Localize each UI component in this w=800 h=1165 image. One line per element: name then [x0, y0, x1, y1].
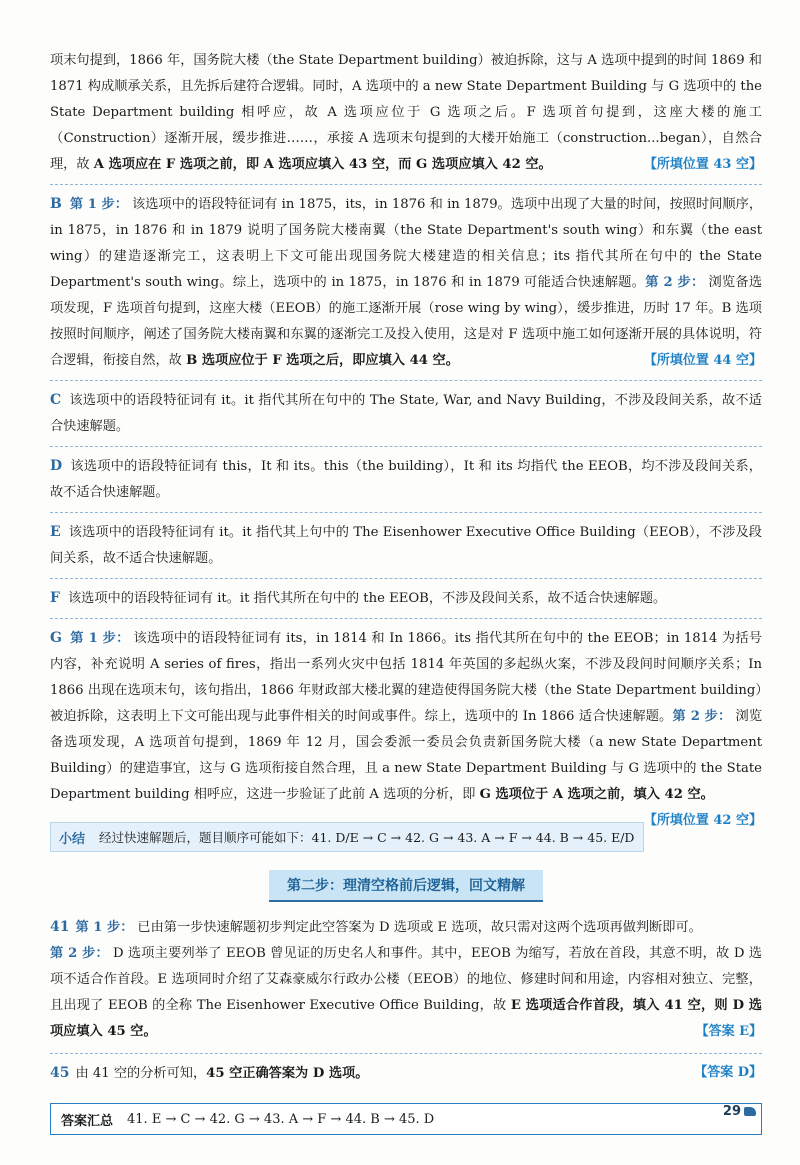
intro-text: 项末句提到，1866 年，国务院大楼（the State Department building）被迫拆除，这与 A 选项中提到的时间 1869 和 1871 构成顺承关系，且先拆后建符合逻辑。同时，A 选项中的 a new State Department Building 与 G 选项中的 the State Department building 相呼应，故 A 选项应位于 G 选项之后。F 选项首句提到，这座大楼的施工（Construction）逐渐开展，缓步推进……，承接 A 选项末句提到的大楼开始施工（construction...began），自然合理，故 [50, 53, 762, 172]
option-b-conclusion: B 选项应位于 F 选项之后，即应填入 44 空。 [186, 353, 459, 368]
question-number-45: 45 [50, 1065, 70, 1081]
position-tag-43: 【所填位置 43 空】 [643, 157, 762, 172]
option-letter-f: F [50, 590, 60, 606]
q41-conclusion: E 选项适合作首段，填入 41 空，则 D 选项应填入 45 空。 [50, 998, 762, 1039]
q45-conclusion: 45 空正确答案为 D 选项。 [206, 1066, 369, 1081]
intro-conclusion: A 选项应在 F 选项之前，即 A 选项应填入 43 空，而 G 选项应填入 42 空。 [93, 157, 552, 172]
q45-text: 由 41 空的分析可知， [75, 1066, 207, 1081]
answer-summary-label: 答案汇总 [61, 1113, 114, 1129]
question-45-analysis [50, 1054, 762, 1093]
step1-label: 第 1 步： [75, 920, 134, 935]
option-letter-e: E [50, 524, 61, 540]
option-d-analysis [50, 447, 762, 513]
intro-paragraph [50, 48, 762, 185]
summary-box [50, 822, 644, 852]
option-b-step2-text: 浏览备选项发现，F 选项首句提到，这座大楼（EEOB）的施工逐渐开展（rose wing by wing），缓步推进，历时 17 年。B 选项按照时间顺序，阐述了国务院大楼南翼和东翼的逐渐完工及投入使用，这是对 F 选项中施工如何逐渐开展的具体说明，符合逻辑，衔接自然，故 [50, 275, 763, 368]
page-content [50, 48, 762, 1135]
step2-label: 第 2 步： [645, 275, 705, 290]
question-41-analysis [50, 914, 762, 1054]
option-letter-b: B [50, 196, 62, 212]
answer-summary-text: 41. E → C → 42. G → 43. A → F → 44. B → 45. D [127, 1111, 435, 1127]
q41-step1-text: 已由第一步快速解题初步判定此空答案为 D 选项或 E 选项，故只需对这两个选项再做判断即可。 [137, 920, 702, 935]
option-g-step2-text: 浏览备选项发现，A 选项首句提到，1869 年 12 月，国会委派一委员会负责新国务院大楼（a new State Department Building）的建造事宜，这与 G 选项衔接自然合理，且 a new State Department Building 与 G 选项中的 the State Department building 相呼应，这进一步验证了此前 A 选项的分析，即 [50, 709, 763, 802]
option-g-analysis [50, 619, 763, 828]
step2-label: 第 2 步： [50, 946, 109, 961]
option-b-step1-text: 该选项中的语段特征词有 in 1875，its，in 1876 和 in 1879。选项中出现了大量的时间，按照时间顺序，in 1875，in 1876 和 in 1879 说明了国务院大楼南翼（the State Department's south wing）和东翼（the east wing）的建造逐渐完工，这表明上下文可能出现国务院大楼建造的相关信息；its 指代其所在句中的 the State Department's south wing。综上，选项中的 in 1875，in 1876 和 in 1879 可能适合快速解题。 [50, 197, 763, 290]
answer-tag-e: 【答案 E】 [695, 1024, 762, 1039]
option-letter-g: G [50, 630, 62, 646]
option-e-analysis [50, 513, 762, 579]
step2-heading-wrap [50, 870, 762, 900]
step1-label: 第 1 步： [69, 197, 128, 212]
option-d-text: 该选项中的语段特征词有 this，It 和 its。this（the building），It 和 its 均指代 the EEOB，均不涉及段间关系，故不适合快速解题。 [50, 459, 762, 500]
page-number-text: 29 [722, 1104, 741, 1119]
option-g-conclusion: G 选项位于 A 选项之前，填入 42 空。 [479, 787, 714, 802]
option-e-text: 该选项中的语段特征词有 it。it 指代其上句中的 The Eisenhower Executive Office Building（EEOB），不涉及段间关系，故不适合快速解题。 [50, 525, 762, 566]
option-letter-d: D [50, 458, 63, 474]
summary-text: 经过快速解题后，题目顺序可能如下：41. D/E → C → 42. G → 43. A → F → 44. B → 45. E/D [99, 830, 635, 845]
option-f-text: 该选项中的语段特征词有 it。it 指代其所在句中的 the EEOB，不涉及段间关系，故不适合快速解题。 [67, 591, 667, 606]
page-number [723, 1104, 756, 1119]
question-number-41: 41 [50, 919, 70, 935]
position-tag-42: 【所填位置 42 空】 [643, 813, 762, 828]
step2-label: 第 2 步： [672, 709, 732, 724]
answer-summary-box [50, 1103, 762, 1135]
q41-step2-text: D 选项主要列举了 EEOB 曾见证的历史名人和事件。其中，EEOB 为缩写，若放在首段，其意不明，故 D 选项不适合作首段。E 选项同时介绍了艾森豪威尔行政办公楼（EEOB）的地位、修建时间和用途，内容相对独立、完整，且出现了 EEOB 的全称 The Eisenhower Executive Office Building，故 [50, 946, 762, 1013]
option-g-step1-text: 该选项中的语段特征词有 its，in 1814 和 In 1866。its 指代其所在句中的 the EEOB；in 1814 为括号内容，补充说明 A series of fires，指出一系列火灾中包括 1814 年英国的多起纵火案，不涉及段间时间顺序关系；In 1866 出现在选项末句，该句指出，1866 年财政部大楼北翼的建造使得国务院大楼（the State Department building）被迫拆除，这表明上下文可能出现与此事件相关的时间或事件。综上，选项中的 In 1866 适合快速解题。 [50, 631, 762, 724]
book-icon [744, 1107, 756, 1116]
summary-label: 小结 [59, 831, 86, 847]
option-b-analysis [50, 185, 762, 381]
answer-tag-d: 【答案 D】 [694, 1065, 762, 1080]
option-letter-c: C [50, 392, 62, 408]
option-c-text: 该选项中的语段特征词有 it。it 指代其所在句中的 The State, War, and Navy Building，不涉及段间关系，故不适合快速解题。 [50, 393, 762, 434]
option-c-analysis [50, 381, 762, 447]
position-tag-44: 【所填位置 44 空】 [643, 353, 762, 368]
step1-label: 第 1 步： [69, 631, 130, 646]
option-f-analysis [50, 579, 762, 619]
section-heading: 第二步：理清空格前后逻辑，回文精解 [269, 870, 543, 900]
